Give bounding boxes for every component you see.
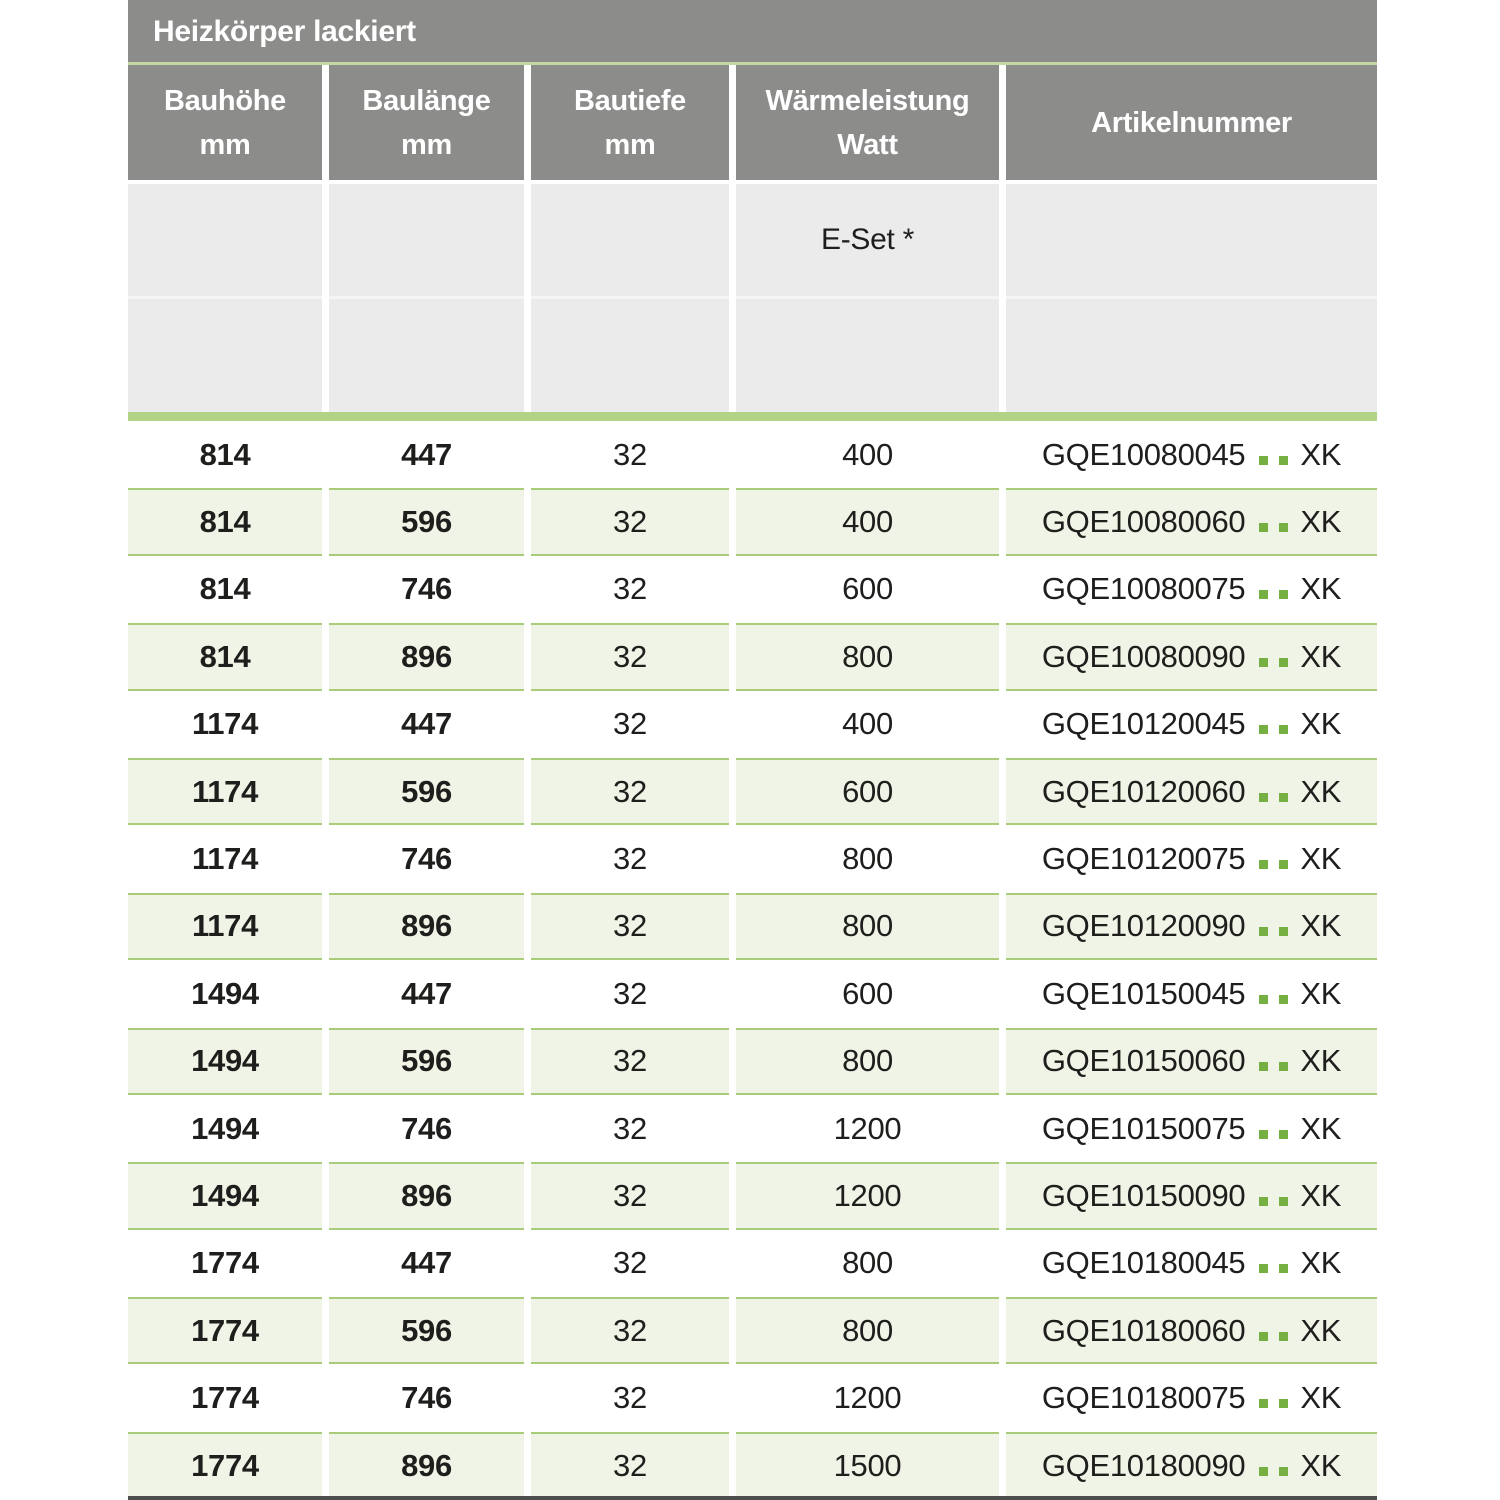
artikelnummer-line — [1042, 1043, 1341, 1079]
subheader-row — [128, 184, 1377, 412]
table-row — [128, 825, 1377, 892]
artikel-suffix: XK — [1300, 706, 1342, 742]
placeholder-dot-icon — [1279, 1332, 1288, 1341]
subheader-cell-baulaenge — [329, 184, 524, 412]
table-row — [128, 960, 1377, 1027]
placeholder-dot-icon — [1279, 658, 1288, 667]
placeholder-dot-icon — [1279, 1264, 1288, 1273]
artikel-suffix: XK — [1300, 1447, 1342, 1483]
table-title: Heizkörper lackiert — [153, 15, 416, 48]
cell-bautiefe: 32 — [531, 758, 729, 825]
cell-baulaenge: 896 — [329, 1432, 524, 1499]
placeholder-dot-icon — [1279, 995, 1288, 1004]
cell-artikelnummer — [1006, 1230, 1377, 1297]
artikel-suffix: XK — [1300, 1043, 1342, 1079]
cell-watt: 600 — [736, 960, 999, 1027]
table-row — [128, 1162, 1377, 1229]
artikel-suffix: XK — [1300, 638, 1342, 674]
subheader-cell-bautiefe — [531, 184, 729, 412]
column-header-unit: Watt — [837, 128, 898, 161]
artikelnummer-line — [1042, 706, 1341, 742]
artikel-prefix: GQE10080075 — [1041, 571, 1246, 607]
subheader-faint-line — [736, 296, 999, 299]
cell-artikelnummer — [1006, 623, 1377, 690]
cell-artikelnummer — [1006, 421, 1377, 488]
artikelnummer-line — [1042, 1313, 1341, 1349]
artikel-dots — [1245, 1111, 1300, 1146]
cell-watt: 800 — [736, 623, 999, 690]
column-header-unit: mm — [199, 128, 251, 161]
placeholder-dot-icon — [1259, 1332, 1268, 1341]
subheader-faint-line — [128, 296, 322, 299]
cell-baulaenge: 746 — [329, 556, 524, 623]
placeholder-dot-icon — [1279, 523, 1288, 532]
artikel-prefix: GQE10120075 — [1041, 841, 1246, 877]
table-row — [128, 1364, 1377, 1431]
cell-bautiefe: 32 — [531, 825, 729, 892]
cell-bauhoehe: 1494 — [128, 1095, 322, 1162]
bottom-crop-bar — [128, 1496, 1377, 1500]
cell-baulaenge: 596 — [329, 488, 524, 555]
cell-bauhoehe: 1494 — [128, 960, 322, 1027]
subheader-cell-eset — [736, 184, 999, 412]
placeholder-dot-icon — [1279, 1130, 1288, 1139]
artikel-prefix: GQE10080090 — [1041, 638, 1246, 674]
artikel-dots — [1245, 437, 1300, 472]
cell-watt: 600 — [736, 556, 999, 623]
cell-baulaenge: 746 — [329, 825, 524, 892]
artikel-suffix: XK — [1300, 841, 1342, 877]
cell-bautiefe: 32 — [531, 556, 729, 623]
placeholder-dot-icon — [1259, 1264, 1268, 1273]
cell-bauhoehe: 814 — [128, 421, 322, 488]
column-header-artikelnummer — [1006, 65, 1377, 180]
cell-artikelnummer — [1006, 556, 1377, 623]
artikelnummer-line — [1042, 841, 1341, 877]
cell-baulaenge: 746 — [329, 1095, 524, 1162]
artikel-dots — [1245, 1313, 1300, 1348]
column-header-row — [128, 65, 1377, 180]
artikel-dots — [1245, 504, 1300, 539]
cell-watt: 600 — [736, 758, 999, 825]
placeholder-dot-icon — [1259, 793, 1268, 802]
cell-bautiefe: 32 — [531, 1162, 729, 1229]
table-row — [128, 1297, 1377, 1364]
artikel-suffix: XK — [1300, 571, 1342, 607]
cell-artikelnummer — [1006, 1095, 1377, 1162]
artikel-suffix: XK — [1300, 1177, 1342, 1213]
artikel-suffix: XK — [1300, 908, 1342, 944]
table-title-bar — [128, 0, 1377, 62]
column-header-bautiefe — [531, 65, 729, 180]
column-header-label: Bauhöhe — [164, 84, 286, 117]
artikel-suffix: XK — [1300, 1380, 1342, 1416]
placeholder-dot-icon — [1259, 927, 1268, 936]
artikel-prefix: GQE10080060 — [1041, 504, 1246, 540]
artikelnummer-line — [1042, 571, 1341, 607]
cell-artikelnummer — [1006, 691, 1377, 758]
subheader-cell-artikelnummer — [1006, 184, 1377, 412]
column-header-baulaenge — [329, 65, 524, 180]
column-header-label: Wärmeleistung — [765, 84, 970, 117]
artikel-prefix: GQE10150075 — [1041, 1110, 1246, 1146]
cell-artikelnummer — [1006, 1432, 1377, 1499]
cell-baulaenge: 447 — [329, 691, 524, 758]
cell-watt: 800 — [736, 1028, 999, 1095]
placeholder-dot-icon — [1259, 1467, 1268, 1476]
artikelnummer-line — [1042, 437, 1341, 473]
column-header-label: Artikelnummer — [1091, 106, 1292, 139]
table-row — [128, 1095, 1377, 1162]
placeholder-dot-icon — [1259, 1399, 1268, 1408]
cell-watt: 800 — [736, 1297, 999, 1364]
artikel-prefix: GQE10150060 — [1041, 1043, 1246, 1079]
cell-bautiefe: 32 — [531, 1297, 729, 1364]
artikel-dots — [1245, 639, 1300, 674]
placeholder-dot-icon — [1259, 456, 1268, 465]
cell-baulaenge: 447 — [329, 960, 524, 1027]
cell-baulaenge: 447 — [329, 1230, 524, 1297]
artikelnummer-line — [1042, 908, 1341, 944]
artikel-suffix: XK — [1300, 1312, 1342, 1348]
placeholder-dot-icon — [1279, 1197, 1288, 1206]
placeholder-dot-icon — [1279, 1467, 1288, 1476]
cell-baulaenge: 447 — [329, 421, 524, 488]
placeholder-dot-icon — [1259, 590, 1268, 599]
column-header-bauhoehe — [128, 65, 322, 180]
table-row — [128, 691, 1377, 758]
cell-bauhoehe: 1174 — [128, 758, 322, 825]
placeholder-dot-icon — [1259, 725, 1268, 734]
artikel-prefix: GQE10180045 — [1041, 1245, 1246, 1281]
column-header-unit: mm — [401, 128, 452, 161]
cell-bauhoehe: 814 — [128, 623, 322, 690]
artikel-suffix: XK — [1300, 436, 1342, 472]
cell-bauhoehe: 1494 — [128, 1162, 322, 1229]
placeholder-dot-icon — [1279, 590, 1288, 599]
cell-watt: 400 — [736, 421, 999, 488]
placeholder-dot-icon — [1279, 1062, 1288, 1071]
cell-baulaenge: 596 — [329, 1028, 524, 1095]
cell-bautiefe: 32 — [531, 1095, 729, 1162]
placeholder-dot-icon — [1259, 995, 1268, 1004]
artikel-dots — [1245, 1178, 1300, 1213]
artikel-prefix: GQE10150045 — [1041, 975, 1246, 1011]
cell-bauhoehe: 1774 — [128, 1230, 322, 1297]
artikelnummer-line — [1042, 504, 1341, 540]
cell-bautiefe: 32 — [531, 893, 729, 960]
artikel-dots — [1245, 571, 1300, 606]
cell-artikelnummer — [1006, 1162, 1377, 1229]
table-row — [128, 758, 1377, 825]
cell-bautiefe: 32 — [531, 691, 729, 758]
cell-bauhoehe: 1774 — [128, 1364, 322, 1431]
artikel-prefix: GQE10120045 — [1041, 706, 1246, 742]
cell-bautiefe: 32 — [531, 488, 729, 555]
cell-artikelnummer — [1006, 1028, 1377, 1095]
spec-table — [128, 0, 1377, 1500]
cell-artikelnummer — [1006, 893, 1377, 960]
cell-artikelnummer — [1006, 825, 1377, 892]
artikel-prefix: GQE10080045 — [1041, 436, 1246, 472]
artikel-prefix: GQE10180090 — [1041, 1447, 1246, 1483]
cell-bauhoehe: 1494 — [128, 1028, 322, 1095]
cell-watt: 800 — [736, 825, 999, 892]
column-header-waermeleistung — [736, 65, 999, 180]
placeholder-dot-icon — [1279, 725, 1288, 734]
artikelnummer-line — [1042, 774, 1341, 810]
placeholder-dot-icon — [1279, 1399, 1288, 1408]
cell-watt: 400 — [736, 488, 999, 555]
column-header-label: Baulänge — [362, 84, 491, 117]
artikel-suffix: XK — [1300, 773, 1342, 809]
artikel-dots — [1245, 1380, 1300, 1415]
cell-watt: 1200 — [736, 1095, 999, 1162]
cell-watt: 1200 — [736, 1162, 999, 1229]
cell-watt: 1200 — [736, 1364, 999, 1431]
placeholder-dot-icon — [1259, 1130, 1268, 1139]
cell-watt: 400 — [736, 691, 999, 758]
artikel-suffix: XK — [1300, 1110, 1342, 1146]
cell-bauhoehe: 1774 — [128, 1432, 322, 1499]
table-row — [128, 488, 1377, 555]
placeholder-dot-icon — [1259, 523, 1268, 532]
cell-bautiefe: 32 — [531, 623, 729, 690]
placeholder-dot-icon — [1259, 1062, 1268, 1071]
header-body-divider — [128, 412, 1377, 421]
artikel-prefix: GQE10180060 — [1041, 1312, 1246, 1348]
eset-label: E-Set * — [821, 223, 914, 256]
artikel-prefix: GQE10120090 — [1041, 908, 1246, 944]
cell-artikelnummer — [1006, 960, 1377, 1027]
artikel-dots — [1245, 1245, 1300, 1280]
cell-watt: 1500 — [736, 1432, 999, 1499]
artikelnummer-line — [1042, 1380, 1341, 1416]
cell-artikelnummer — [1006, 1364, 1377, 1431]
artikel-dots — [1245, 841, 1300, 876]
table-row — [128, 623, 1377, 690]
subheader-faint-line — [329, 296, 524, 299]
placeholder-dot-icon — [1279, 927, 1288, 936]
artikel-prefix: GQE10150090 — [1041, 1177, 1246, 1213]
cell-bautiefe: 32 — [531, 1230, 729, 1297]
artikelnummer-line — [1042, 1178, 1341, 1214]
cell-bautiefe: 32 — [531, 1432, 729, 1499]
subheader-faint-line — [531, 296, 729, 299]
table-row — [128, 421, 1377, 488]
artikelnummer-line — [1042, 1111, 1341, 1147]
artikelnummer-line — [1042, 1245, 1341, 1281]
cell-artikelnummer — [1006, 1297, 1377, 1364]
cell-baulaenge: 746 — [329, 1364, 524, 1431]
cell-bautiefe: 32 — [531, 960, 729, 1027]
table-row — [128, 556, 1377, 623]
placeholder-dot-icon — [1259, 1197, 1268, 1206]
artikel-dots — [1245, 1043, 1300, 1078]
cell-watt: 800 — [736, 893, 999, 960]
cell-bauhoehe: 1774 — [128, 1297, 322, 1364]
cell-bauhoehe: 1174 — [128, 825, 322, 892]
cell-baulaenge: 596 — [329, 758, 524, 825]
cell-baulaenge: 896 — [329, 1162, 524, 1229]
artikel-dots — [1245, 1448, 1300, 1483]
artikel-dots — [1245, 976, 1300, 1011]
cell-bauhoehe: 1174 — [128, 691, 322, 758]
subheader-cell-bauhoehe — [128, 184, 322, 412]
placeholder-dot-icon — [1259, 860, 1268, 869]
cell-watt: 800 — [736, 1230, 999, 1297]
table-row — [128, 1028, 1377, 1095]
cell-bautiefe: 32 — [531, 421, 729, 488]
cell-artikelnummer — [1006, 758, 1377, 825]
cell-bauhoehe: 814 — [128, 556, 322, 623]
cell-bauhoehe: 1174 — [128, 893, 322, 960]
placeholder-dot-icon — [1279, 456, 1288, 465]
cell-baulaenge: 596 — [329, 1297, 524, 1364]
cell-bautiefe: 32 — [531, 1028, 729, 1095]
cell-bauhoehe: 814 — [128, 488, 322, 555]
table-row — [128, 893, 1377, 960]
artikel-suffix: XK — [1300, 1245, 1342, 1281]
cell-baulaenge: 896 — [329, 893, 524, 960]
artikel-prefix: GQE10120060 — [1041, 773, 1246, 809]
artikelnummer-line — [1042, 1448, 1341, 1484]
placeholder-dot-icon — [1259, 658, 1268, 667]
table-body — [128, 421, 1377, 1499]
placeholder-dot-icon — [1279, 793, 1288, 802]
artikel-prefix: GQE10180075 — [1041, 1380, 1246, 1416]
artikelnummer-line — [1042, 639, 1341, 675]
artikel-suffix: XK — [1300, 975, 1342, 1011]
artikel-dots — [1245, 706, 1300, 741]
artikelnummer-line — [1042, 976, 1341, 1012]
cell-baulaenge: 896 — [329, 623, 524, 690]
placeholder-dot-icon — [1279, 860, 1288, 869]
table-row — [128, 1432, 1377, 1499]
artikel-dots — [1245, 774, 1300, 809]
artikel-suffix: XK — [1300, 504, 1342, 540]
artikel-dots — [1245, 908, 1300, 943]
cell-bautiefe: 32 — [531, 1364, 729, 1431]
table-row — [128, 1230, 1377, 1297]
column-header-label: Bautiefe — [573, 84, 686, 117]
subheader-faint-line — [1006, 296, 1377, 299]
cell-artikelnummer — [1006, 488, 1377, 555]
column-header-unit: mm — [604, 128, 656, 161]
